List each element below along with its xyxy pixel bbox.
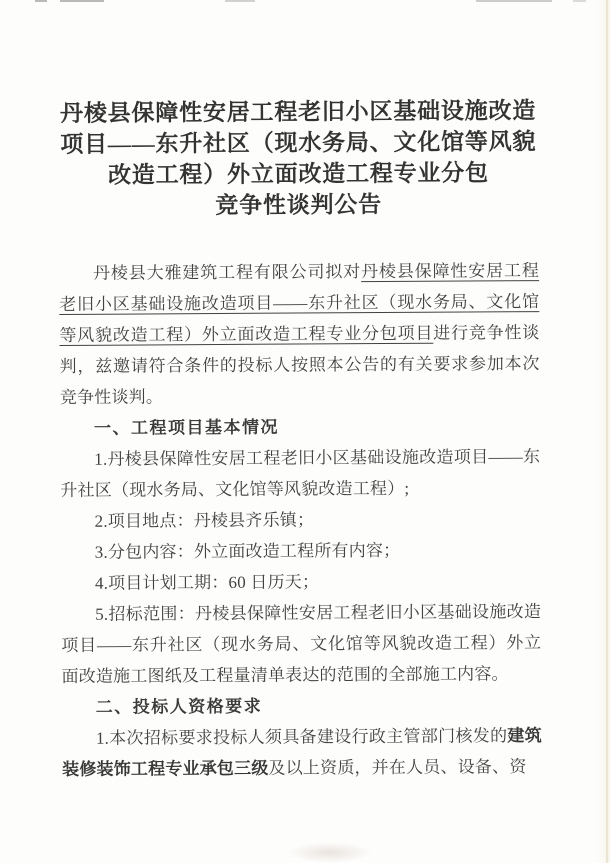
title-line-3: 改造工程）外立面改造工程专业分包 [107,160,489,188]
basic-info-item-1: 1.丹棱县保障性安居工程老旧小区基础设施改造项目——东升社区（现水务局、文化馆等风貌改造工程）; [60,447,541,500]
section-heading-basic-info: 一、工程项目基本情况 [93,417,280,438]
intro-text-before: 丹棱县大雅建筑工程有限公司拟对 [93,262,362,283]
basic-info-item-5: 5.招标范围：丹棱县保障性安居工程老旧小区基础设施改造项目——东升社区（现水务局、文化馆等风貌改造工程）外立面改造施工图纸及工程量清单表达的范围的全部施工内容。 [61,602,542,686]
intro-text-after: 进行竞争性谈判，兹邀请符合条件的投标人按照本公告的有关要求参加本次竞争性谈判。 [59,323,540,407]
scan-artifact-top-5 [573,0,586,2]
title-line-1: 丹棱县保障性安居工程老旧小区基础设施改造 [60,98,537,126]
scan-artifact-top-4 [476,0,552,2]
qualification-text-after: 及以上资质，并在人员、设备、资 [268,757,527,778]
scan-artifact-top-2 [60,0,104,2]
scan-artifact-top-3 [225,0,255,2]
intro-paragraph [59,255,540,413]
document-title [58,95,539,222]
basic-info-item-4: 4.项目计划工期：60 日历天； [94,572,320,593]
intro-underlined-project-name: 丹棱县保障性安居工程老旧小区基础设施改造项目——东升社区（现水务局、文化馆等风貌改造工程）外立面改造工程专业分包项目 [59,261,540,345]
document-content [58,95,542,785]
basic-info-item-3: 3.分包内容：外立面改造工程所有内容； [94,540,401,562]
scan-smudge-bottom [288,842,372,863]
page-edge-shadow [606,0,608,863]
title-line-2: 项目——东升社区（现水务局、文化馆等风貌 [60,129,537,157]
section-heading-bidder-qualification: 二、投标人资格要求 [95,696,263,717]
scan-artifact-top-1 [35,0,47,2]
bidder-qualification-item-1 [62,720,542,785]
qualification-level-bold: 建筑装修装饰工程专业承包三级 [62,726,542,779]
basic-info-item-2: 2.项目地点：丹棱县齐乐镇； [94,510,315,531]
title-line-4: 竞争性谈判公告 [215,192,383,219]
qualification-text-before: 1.本次招标要求投标人须具备建设行政主管部门核发的 [95,726,508,748]
